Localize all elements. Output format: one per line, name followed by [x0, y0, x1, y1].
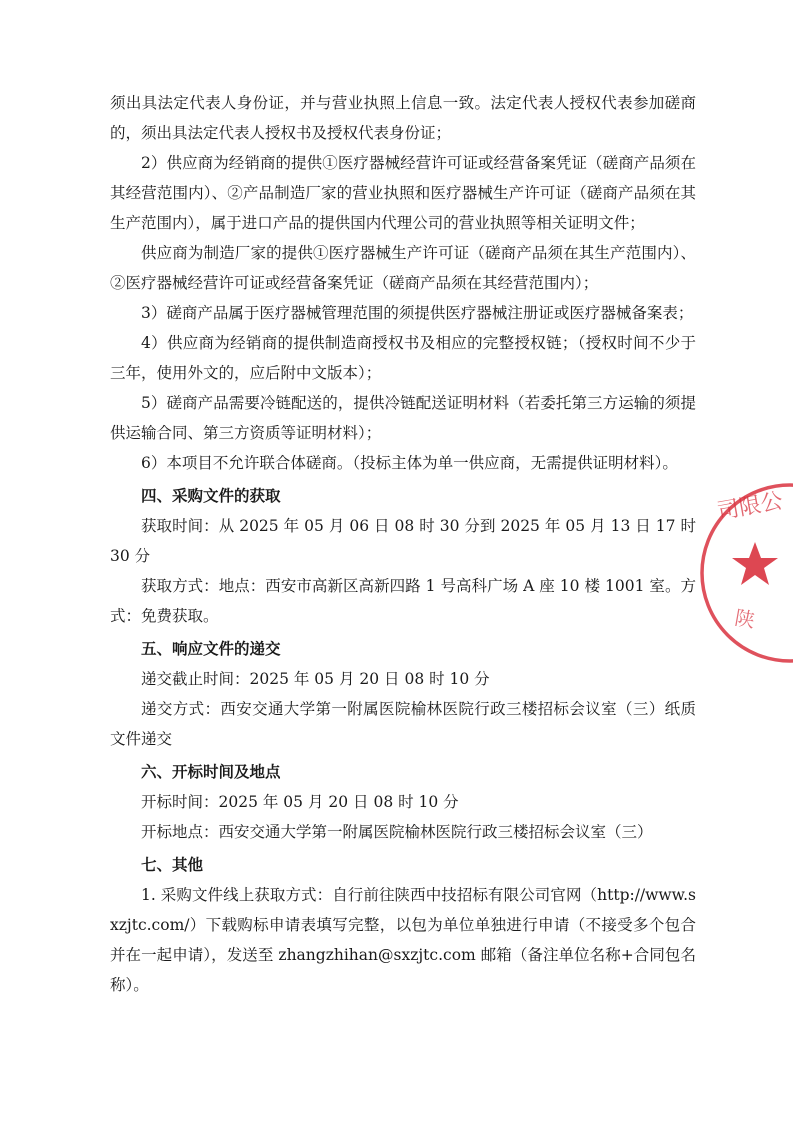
paragraph-online-acquisition: 1. 采购文件线上获取方式：自行前往陕西中技招标有限公司官网（http://www.sxzjtc.com/）下载购标申请表填写完整，以包为单位单独进行申请（不接受多个包合并在一起申请），发送至 zhangzhihan@sxzjtc.com 邮箱（备注单位名称+合同包名称）。 [110, 886, 696, 994]
paragraph-acquisition-time: 获取时间：从 2025 年 05 月 06 日 08 时 30 分到 2025 年 05 月 13 日 17 时 30 分 [110, 517, 696, 565]
paragraph-registration: 3）磋商产品属于医疗器械管理范围的须提供医疗器械注册证或医疗器械备案表； [141, 304, 694, 322]
paragraph-acquisition-method: 获取方式：地点：西安市高新区高新四路 1 号高科广场 A 座 10 楼 1001 室。方式：免费获取。 [110, 577, 696, 625]
section-heading-submission: 五、响应文件的递交 [141, 640, 281, 658]
section-heading-acquisition: 四、采购文件的获取 [141, 487, 281, 505]
document-body [110, 88, 696, 1000]
section-heading-opening: 六、开标时间及地点 [141, 763, 281, 781]
paragraph-opening-location: 开标地点：西安交通大学第一附属医院榆林医院行政三楼招标会议室（三） [141, 823, 653, 841]
paragraph-consortium: 6）本项目不允许联合体磋商。（投标主体为单一供应商，无需提供证明材料）。 [141, 454, 678, 472]
seal-text-bottom: 陕 [732, 605, 757, 633]
paragraph-submission-method: 递交方式：西安交通大学第一附属医院榆林医院行政三楼招标会议室（三）纸质文件递交 [110, 700, 696, 748]
paragraph-submission-deadline: 递交截止时间：2025 年 05 月 20 日 08 时 10 分 [141, 670, 490, 688]
seal-text-top: 司限公 [715, 488, 785, 525]
paragraph-cold-chain: 5）磋商产品需要冷链配送的，提供冷链配送证明材料（若委托第三方运输的须提供运输合同、第三方资质等证明材料）； [110, 394, 696, 442]
paragraph-opening-time: 开标时间：2025 年 05 月 20 日 08 时 10 分 [141, 793, 459, 811]
paragraph-authorization: 4）供应商为经销商的提供制造商授权书及相应的完整授权链；（授权时间不少于三年，使用外文的，应后附中文版本）； [110, 334, 696, 382]
section-heading-other: 七、其他 [141, 856, 204, 874]
paragraph-distributor-docs: 2）供应商为经销商的提供①医疗器械经营许可证或经营备案凭证（磋商产品须在其经营范围内）、②产品制造厂家的营业执照和医疗器械生产许可证（磋商产品须在其生产范围内），属于进口产品的提供国内代理公司的营业执照等相关证明文件； [110, 154, 696, 232]
paragraph-manufacturer-docs: 供应商为制造厂家的提供①医疗器械生产许可证（磋商产品须在其生产范围内）、②医疗器械经营许可证或经营备案凭证（磋商产品须在其经营范围内）； [110, 244, 696, 292]
company-seal-stamp [695, 478, 793, 668]
paragraph-legal-rep: 须出具法定代表人身份证，并与营业执照上信息一致。法定代表人授权代表参加磋商的，须出具法定代表人授权书及授权代表身份证； [110, 94, 696, 142]
